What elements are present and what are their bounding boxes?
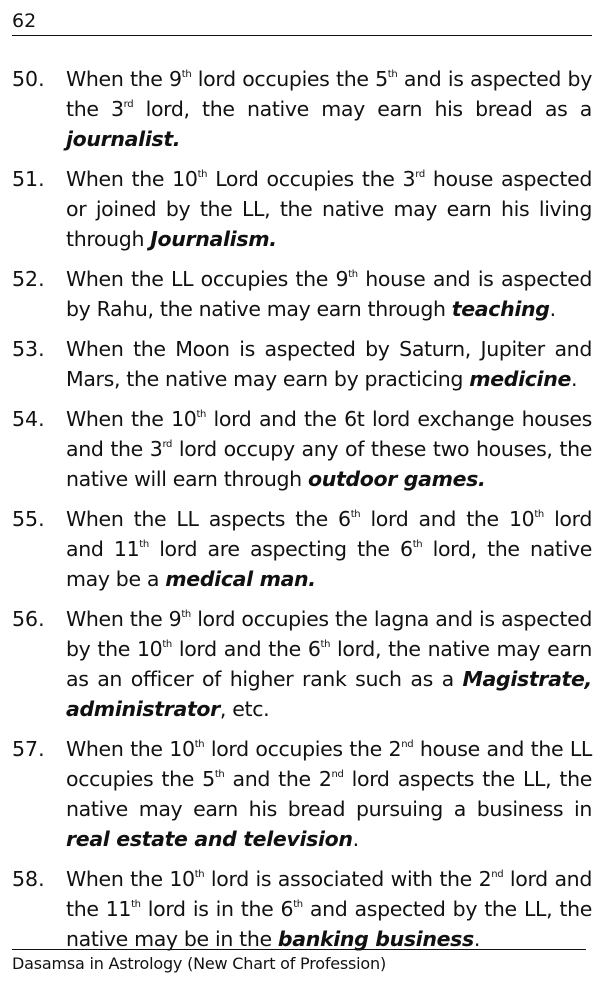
rule-number: 54. [12, 407, 45, 431]
emphasized-profession: journalist. [66, 127, 181, 151]
rule-text [66, 334, 592, 394]
rule-item [12, 404, 592, 494]
text-segment: lord occupies the 5 [191, 67, 388, 91]
text-segment: lord occupies the 2 [204, 737, 402, 761]
text-segment: house and is aspected by Rahu, the native may earn through [66, 267, 592, 321]
text-segment: lord is associated with the 2 [204, 867, 492, 891]
text-segment: lord, the native may be a [66, 537, 592, 591]
rule-number: 53. [12, 337, 45, 361]
ordinal-suffix: th [197, 169, 208, 180]
ordinal-suffix: th [348, 269, 358, 280]
ordinal-suffix: nd [491, 869, 504, 880]
text-segment: and the 2 [224, 767, 332, 791]
rule-text [66, 164, 592, 254]
emphasized-profession: Magistrate, administrator [66, 667, 592, 721]
text-segment: When the 10 [66, 167, 198, 191]
text-segment: When the LL aspects the 6 [66, 507, 351, 531]
ordinal-suffix: th [194, 739, 205, 750]
text-segment: , etc. [219, 697, 270, 721]
ordinal-suffix: th [181, 69, 192, 80]
rule-item [12, 334, 592, 394]
ordinal-suffix: th [293, 899, 303, 910]
ordinal-suffix: nd [401, 739, 414, 750]
text-segment: lord, the native may earn as an officer of higher rank such as a [66, 637, 592, 691]
emphasized-profession: medical man. [165, 567, 316, 591]
text-segment: Lord occupies the 3 [207, 167, 416, 191]
ordinal-suffix: th [214, 769, 225, 780]
emphasized-profession: Journalism. [150, 227, 277, 251]
text-segment: When the 10 [66, 407, 197, 431]
emphasized-profession: banking business [277, 927, 474, 951]
text-segment: lord occupy any of these two houses, the native will earn through [66, 437, 592, 491]
rule-text [66, 504, 592, 594]
footer-rule [12, 949, 586, 950]
text-segment: lord and the 6 [171, 637, 321, 661]
header-rule [12, 35, 592, 36]
text-segment: lord and the 11 [66, 867, 592, 921]
rules-list [12, 64, 592, 964]
rule-text [66, 64, 592, 154]
ordinal-suffix: th [139, 539, 149, 550]
rule-text [66, 404, 592, 494]
text-segment: lord and the 10 [360, 507, 535, 531]
text-segment: When the 9 [66, 67, 182, 91]
emphasized-profession: real estate and television [66, 827, 353, 851]
rule-text [66, 264, 592, 324]
text-segment: lord and the 6t lord exchange houses and the 3 [66, 407, 592, 461]
text-segment: lord and 11 [66, 507, 592, 561]
rule-item [12, 64, 592, 154]
page-number: 62 [12, 10, 37, 32]
rule-number: 52. [12, 267, 45, 291]
rule-number: 56. [12, 607, 45, 631]
footer-book-title: Dasamsa in Astrology (New Chart of Profession) [12, 954, 387, 973]
text-segment: and aspected by the LL, the native may be in the [66, 897, 592, 951]
ordinal-suffix: th [534, 509, 544, 520]
text-segment: lord is in the 6 [140, 897, 294, 921]
ordinal-suffix: th [412, 539, 423, 550]
ordinal-suffix: th [387, 69, 398, 80]
text-segment: lord, the native may earn his bread as a [133, 97, 593, 121]
text-segment: . [473, 927, 481, 951]
text-segment: lord occupies the lagna and is aspected by the 10 [66, 607, 592, 661]
rule-number: 57. [12, 737, 45, 761]
ordinal-suffix: rd [162, 439, 173, 450]
text-segment: . [571, 367, 578, 391]
rule-item [12, 864, 592, 954]
ordinal-suffix: th [162, 639, 172, 650]
text-segment: When the 10 [66, 867, 195, 891]
ordinal-suffix: th [350, 509, 361, 520]
rule-number: 50. [12, 67, 45, 91]
rule-item [12, 164, 592, 254]
rule-number: 58. [12, 867, 45, 891]
rule-text [66, 864, 592, 954]
ordinal-suffix: th [131, 899, 141, 910]
rule-number: 51. [12, 167, 45, 191]
text-segment: When the 10 [66, 737, 195, 761]
text-segment: . [549, 297, 556, 321]
text-segment: lord are aspecting the 6 [148, 537, 413, 561]
ordinal-suffix: rd [123, 99, 134, 110]
emphasized-profession: teaching [451, 297, 550, 321]
rule-item [12, 504, 592, 594]
ordinal-suffix: th [196, 409, 207, 420]
rule-item [12, 734, 592, 854]
ordinal-suffix: th [181, 609, 191, 620]
ordinal-suffix: nd [331, 769, 344, 780]
text-segment: When the LL occupies the 9 [66, 267, 349, 291]
rule-text [66, 734, 592, 854]
ordinal-suffix: rd [415, 169, 425, 180]
text-segment: lord aspects the LL, the native may earn his bread pursuing a business in [66, 767, 592, 821]
text-segment: When the Moon is aspected by Saturn, Jupiter and Mars, the native may earn by practicing [66, 337, 592, 391]
text-segment: . [352, 827, 359, 851]
rule-item [12, 604, 592, 724]
rule-item [12, 264, 592, 324]
rule-number: 55. [12, 507, 45, 531]
text-segment: house aspected or joined by the LL, the native may earn his living through [66, 167, 593, 251]
ordinal-suffix: th [320, 639, 331, 650]
text-segment: house and the LL occupies the 5 [66, 737, 592, 791]
emphasized-profession: outdoor games. [308, 467, 486, 491]
emphasized-profession: medicine [469, 367, 572, 391]
text-segment: and is aspected by the 3 [66, 67, 592, 121]
text-segment: When the 9 [66, 607, 182, 631]
ordinal-suffix: th [194, 869, 205, 880]
rule-text [66, 604, 592, 724]
